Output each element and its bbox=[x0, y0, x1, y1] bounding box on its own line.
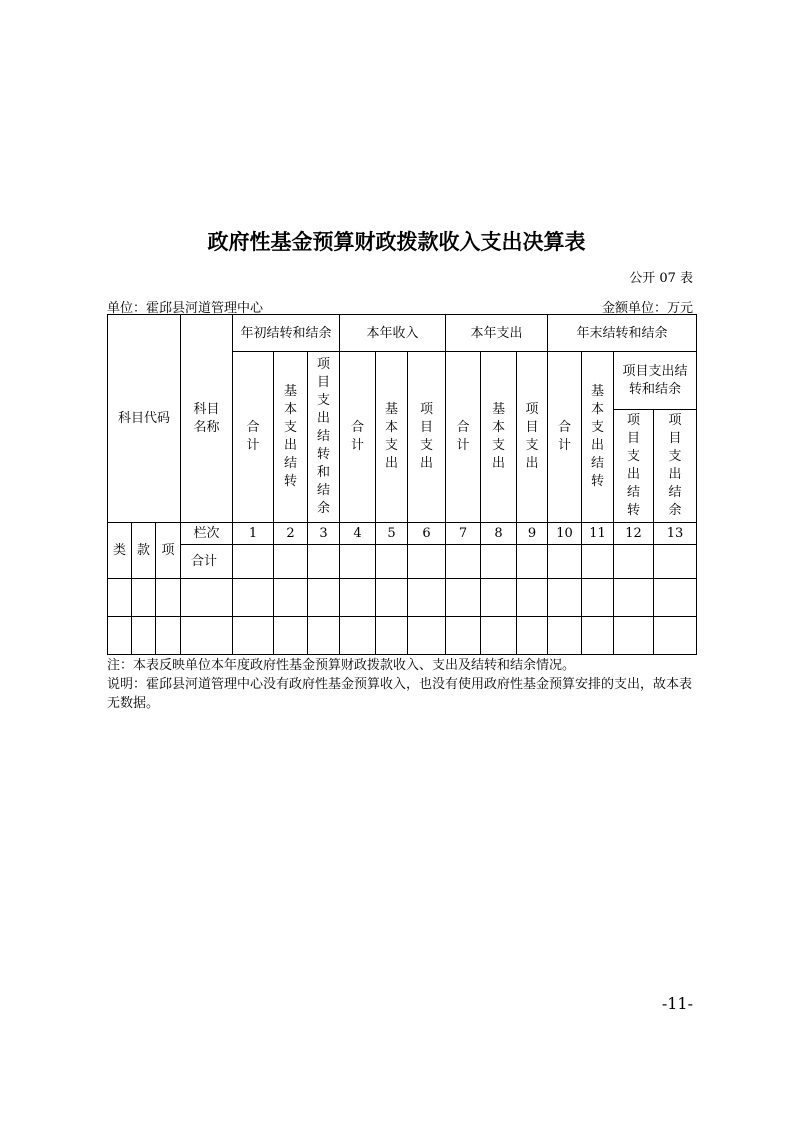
budget-table bbox=[107, 314, 697, 655]
header-xiang: 项 bbox=[156, 523, 181, 579]
empty-cell bbox=[481, 545, 517, 579]
empty-cell bbox=[274, 617, 308, 655]
empty-cell bbox=[408, 579, 446, 617]
empty-cell bbox=[517, 617, 548, 655]
empty-cell bbox=[582, 579, 614, 617]
header-end-balance: 年末结转和结余 bbox=[548, 315, 697, 352]
empty-cell bbox=[548, 545, 582, 579]
empty-cell bbox=[156, 579, 181, 617]
empty-data-row bbox=[108, 617, 697, 655]
empty-cell bbox=[446, 579, 481, 617]
empty-cell bbox=[340, 545, 376, 579]
header-expense-project: 项目支出 bbox=[517, 352, 548, 523]
empty-cell bbox=[340, 617, 376, 655]
header-row-1 bbox=[108, 315, 697, 352]
header-begin-project-carry-balance: 项目支出结转和结余 bbox=[308, 352, 340, 523]
empty-cell bbox=[108, 617, 132, 655]
header-income-project: 项目支出 bbox=[408, 352, 446, 523]
header-end-project-carry: 项目支出结转 bbox=[614, 410, 654, 523]
page-title: 政府性基金预算财政拨款收入支出决算表 bbox=[207, 230, 586, 254]
header-subject-name: 科目名称 bbox=[181, 315, 233, 523]
explanation-text: 说明：霍邱县河道管理中心没有政府性基金预算收入，也没有使用政府性基金预算安排的支出，故本表无数据。 bbox=[107, 677, 693, 711]
empty-cell bbox=[132, 617, 156, 655]
column-number: 2 bbox=[274, 523, 308, 545]
empty-cell bbox=[376, 545, 408, 579]
header-year-income: 本年收入 bbox=[340, 315, 446, 352]
money-unit-label: 金额单位：万元 bbox=[601, 301, 693, 316]
empty-cell bbox=[517, 545, 548, 579]
empty-cell bbox=[614, 545, 654, 579]
header-begin-basic-carry: 基本支出结转 bbox=[274, 352, 308, 523]
empty-cell bbox=[517, 579, 548, 617]
note-text: 注：本表反映单位本年度政府性基金预算财政拨款收入、支出及结转和结余情况。 bbox=[107, 658, 576, 673]
form-number: 公开 07 表 bbox=[629, 271, 693, 286]
empty-cell bbox=[548, 617, 582, 655]
header-kuan: 款 bbox=[132, 523, 156, 579]
header-subject-code: 科目代码 bbox=[108, 315, 181, 523]
header-begin-balance: 年初结转和结余 bbox=[233, 315, 340, 352]
column-number: 1 bbox=[233, 523, 274, 545]
empty-cell bbox=[274, 579, 308, 617]
empty-cell bbox=[654, 545, 697, 579]
empty-cell bbox=[233, 545, 274, 579]
empty-cell bbox=[548, 579, 582, 617]
header-income-total: 合计 bbox=[340, 352, 376, 523]
header-begin-total: 合计 bbox=[233, 352, 274, 523]
empty-cell bbox=[582, 617, 614, 655]
column-number: 12 bbox=[614, 523, 654, 545]
header-income-basic: 基本支出 bbox=[376, 352, 408, 523]
empty-cell bbox=[233, 617, 274, 655]
empty-cell bbox=[181, 617, 233, 655]
column-number: 5 bbox=[376, 523, 408, 545]
empty-data-row bbox=[108, 579, 697, 617]
column-number: 9 bbox=[517, 523, 548, 545]
header-expense-basic: 基本支出 bbox=[481, 352, 517, 523]
header-year-expense: 本年支出 bbox=[446, 315, 548, 352]
total-row bbox=[108, 545, 697, 579]
column-number-row bbox=[108, 523, 697, 545]
header-end-total: 合计 bbox=[548, 352, 582, 523]
empty-cell bbox=[446, 545, 481, 579]
empty-cell bbox=[233, 579, 274, 617]
total-row-label: 合计 bbox=[181, 545, 233, 579]
empty-cell bbox=[156, 617, 181, 655]
page-number: -11- bbox=[661, 994, 693, 1013]
empty-cell bbox=[132, 579, 156, 617]
column-number: 4 bbox=[340, 523, 376, 545]
column-number: 3 bbox=[308, 523, 340, 545]
notes bbox=[107, 656, 697, 713]
column-number: 7 bbox=[446, 523, 481, 545]
column-number: 8 bbox=[481, 523, 517, 545]
column-number: 11 bbox=[582, 523, 614, 545]
column-number: 13 bbox=[654, 523, 697, 545]
empty-cell bbox=[108, 579, 132, 617]
header-end-project-carry-balance: 项目支出结转和结余 bbox=[614, 352, 697, 410]
empty-cell bbox=[582, 545, 614, 579]
header-end-basic-carry: 基本支出结转 bbox=[582, 352, 614, 523]
empty-cell bbox=[654, 579, 697, 617]
empty-cell bbox=[481, 617, 517, 655]
header-lei: 类 bbox=[108, 523, 132, 579]
empty-cell bbox=[614, 579, 654, 617]
empty-cell bbox=[446, 617, 481, 655]
empty-cell bbox=[308, 579, 340, 617]
empty-cell bbox=[481, 579, 517, 617]
empty-cell bbox=[376, 579, 408, 617]
empty-cell bbox=[181, 579, 233, 617]
empty-cell bbox=[308, 545, 340, 579]
unit-label: 单位：霍邱县河道管理中心 bbox=[107, 301, 264, 316]
column-number: 6 bbox=[408, 523, 446, 545]
empty-cell bbox=[654, 617, 697, 655]
column-number: 10 bbox=[548, 523, 582, 545]
empty-cell bbox=[376, 617, 408, 655]
empty-cell bbox=[408, 545, 446, 579]
empty-cell bbox=[408, 617, 446, 655]
header-end-project-balance: 项目支出结余 bbox=[654, 410, 697, 523]
header-column-no: 栏次 bbox=[181, 523, 233, 545]
empty-cell bbox=[340, 579, 376, 617]
empty-cell bbox=[614, 617, 654, 655]
empty-cell bbox=[274, 545, 308, 579]
empty-cell bbox=[308, 617, 340, 655]
header-expense-total: 合计 bbox=[446, 352, 481, 523]
